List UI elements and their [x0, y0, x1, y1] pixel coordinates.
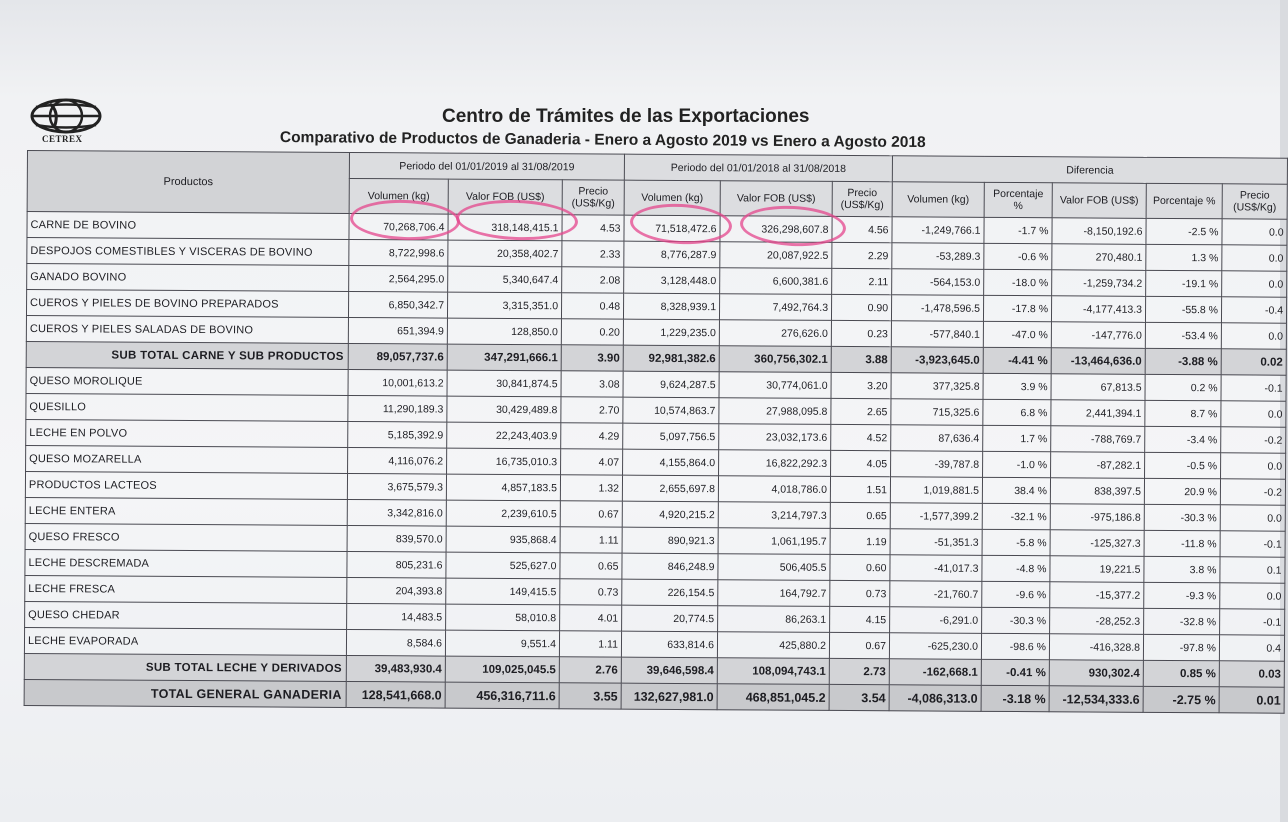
- value-cell: -19.1 %: [1146, 270, 1222, 296]
- value-cell: 0.4: [1219, 635, 1284, 661]
- value-cell: 4,018,786.0: [718, 476, 830, 503]
- value-cell: -13,464,636.0: [1051, 348, 1145, 375]
- value-cell: -8,150,192.6: [1052, 218, 1146, 245]
- value-cell: 58,010.8: [446, 604, 560, 631]
- value-cell: 360,756,302.1: [719, 346, 831, 373]
- value-cell: 2.76: [559, 657, 621, 683]
- value-cell: 1.7 %: [983, 425, 1051, 451]
- value-cell: 20,774.5: [622, 605, 718, 632]
- product-name-cell: LECHE EVAPORADA: [24, 627, 346, 655]
- value-cell: 0.0: [1220, 505, 1285, 531]
- value-cell: 0.48: [561, 293, 623, 319]
- value-cell: -41,017.3: [890, 555, 982, 582]
- value-cell: 27,988,095.8: [719, 398, 831, 425]
- value-cell: 9,624,287.5: [623, 371, 719, 398]
- value-cell: -30.3 %: [982, 607, 1050, 633]
- value-cell: -788,769.7: [1051, 426, 1145, 453]
- value-cell: 2.73: [829, 658, 889, 684]
- value-cell: 204,393.8: [347, 577, 446, 604]
- value-cell: 1,019,881.5: [890, 477, 982, 504]
- value-cell: -32.8 %: [1144, 608, 1220, 634]
- value-cell: 0.60: [830, 554, 890, 580]
- value-cell: 2.33: [562, 241, 624, 267]
- value-cell: 2.29: [832, 242, 892, 268]
- value-cell: 651,394.9: [348, 317, 447, 344]
- value-cell: 715,325.6: [891, 399, 983, 426]
- value-cell: 468,851,045.2: [717, 684, 829, 711]
- value-cell: 92,981,382.6: [623, 345, 719, 372]
- value-cell: 8,584.6: [346, 629, 445, 656]
- value-cell: 39,646,598.4: [621, 657, 717, 684]
- value-cell: 0.90: [831, 294, 891, 320]
- value-cell: 128,850.0: [447, 318, 561, 345]
- header-porcentaje-volumen: Porcentaje %: [984, 182, 1052, 217]
- header-valor-fob-2019: Valor FOB (US$): [448, 179, 562, 215]
- value-cell: 3.55: [559, 683, 621, 709]
- value-cell: -3,923,645.0: [891, 347, 983, 374]
- value-cell: -28,252.3: [1050, 608, 1144, 635]
- value-cell: 805,231.6: [347, 551, 446, 578]
- value-cell: 1.11: [559, 631, 621, 657]
- value-cell: -5.8 %: [982, 529, 1050, 555]
- value-cell: -1.7 %: [984, 217, 1052, 243]
- product-name-cell: QUESO MOROLIQUE: [26, 367, 348, 395]
- product-name-cell: QUESO FRESCO: [25, 523, 347, 551]
- product-name-cell: SUB TOTAL CARNE Y SUB PRODUCTOS: [26, 341, 348, 369]
- value-cell: 0.03: [1219, 661, 1284, 687]
- product-name-cell: LECHE ENTERA: [25, 497, 347, 525]
- value-cell: 108,094,743.1: [717, 658, 829, 685]
- value-cell: 2.08: [562, 267, 624, 293]
- value-cell: 128,541,668.0: [346, 681, 445, 708]
- value-cell: 2.11: [832, 268, 892, 294]
- product-name-cell: QUESO MOZARELLA: [26, 445, 348, 473]
- value-cell: 4.05: [831, 450, 891, 476]
- value-cell: 5,340,647.4: [448, 266, 562, 293]
- header-precio-2018: Precio (US$/Kg): [832, 181, 892, 216]
- value-cell: 20,087,922.5: [720, 242, 832, 269]
- value-cell: 456,316,711.6: [445, 682, 559, 709]
- value-cell: 1.19: [830, 528, 890, 554]
- comparison-table-wrapper: [24, 150, 1287, 714]
- header-precio-2019: Precio (US$/Kg): [562, 180, 624, 215]
- value-cell: 67,813.5: [1051, 374, 1145, 401]
- value-cell: -162,668.1: [889, 659, 981, 686]
- value-cell: 6,850,342.7: [348, 291, 447, 318]
- value-cell: 86,263.1: [718, 606, 830, 633]
- value-cell: 30,429,489.8: [447, 396, 561, 423]
- value-cell: 4.15: [830, 606, 890, 632]
- header-volumen-2019: Volumen (kg): [349, 178, 448, 214]
- value-cell: 846,248.9: [622, 553, 718, 580]
- value-cell: 1,229,235.0: [623, 319, 719, 346]
- header-period-2019: Periodo del 01/01/2019 al 31/08/2019: [349, 152, 624, 180]
- value-cell: 9,551.4: [445, 630, 559, 657]
- value-cell: 0.67: [560, 501, 622, 527]
- value-cell: 2,655,697.8: [622, 475, 718, 502]
- value-cell: 4.52: [831, 424, 891, 450]
- value-cell: 0.0: [1222, 271, 1287, 297]
- value-cell: 20,358,402.7: [448, 240, 562, 267]
- value-cell: 3.54: [829, 684, 889, 710]
- document-title: Centro de Trámites de las Exportaciones: [442, 106, 810, 127]
- value-cell: -30.3 %: [1144, 504, 1220, 530]
- value-cell: -21,760.7: [890, 581, 982, 608]
- value-cell: -2.5 %: [1146, 218, 1222, 244]
- value-cell: -6,291.0: [890, 607, 982, 634]
- product-name-cell: CUEROS Y PIELES DE BOVINO PREPARADOS: [26, 290, 348, 318]
- header-period-2018: Periodo del 01/01/2018 al 31/08/2018: [624, 154, 892, 182]
- value-cell: 4.53: [562, 215, 624, 241]
- value-cell: 5,097,756.5: [623, 423, 719, 450]
- value-cell: 506,405.5: [718, 554, 830, 581]
- value-cell: -577,840.1: [891, 321, 983, 348]
- value-cell: 3.9 %: [983, 373, 1051, 399]
- value-cell: 0.0: [1220, 583, 1285, 609]
- value-cell: -0.1: [1220, 531, 1285, 557]
- value-cell: 8,722,998.6: [349, 239, 448, 266]
- header-precio-diff: Precio (US$/Kg): [1222, 184, 1287, 219]
- value-cell: -4,177,413.3: [1051, 296, 1145, 323]
- product-name-cell: DESPOJOS COMESTIBLES Y VISCERAS DE BOVINO: [27, 238, 349, 266]
- value-cell: 6,600,381.6: [720, 268, 832, 295]
- product-name-cell: PRODUCTOS LACTEOS: [25, 471, 347, 499]
- product-name-cell: LECHE FRESCA: [25, 575, 347, 603]
- value-cell: -1,478,596.5: [891, 295, 983, 322]
- value-cell: -3.4 %: [1145, 426, 1221, 452]
- value-cell: 4,920,215.2: [622, 501, 718, 528]
- value-cell: 3,214,797.3: [718, 502, 830, 529]
- value-cell: -97.8 %: [1143, 634, 1219, 660]
- value-cell: 3,315,351.0: [447, 292, 561, 319]
- value-cell: 149,415.5: [446, 578, 560, 605]
- value-cell: 2.65: [831, 398, 891, 424]
- value-cell: -17.8 %: [983, 295, 1051, 321]
- document-subtitle: Comparativo de Productos de Ganaderia - Enero a Agosto 2019 vs Enero a Agosto 2018: [279, 129, 926, 152]
- value-cell: -0.41 %: [981, 659, 1049, 685]
- value-cell: 3,675,579.3: [347, 473, 446, 500]
- value-cell: 3,128,448.0: [624, 267, 720, 294]
- value-cell: -1.0 %: [983, 451, 1051, 477]
- value-cell: 318,148,415.1: [448, 214, 562, 241]
- header-volumen-diff: Volumen (kg): [892, 182, 984, 218]
- value-cell: 70,268,706.4: [349, 213, 448, 240]
- value-cell: 270,480.1: [1052, 244, 1146, 271]
- value-cell: -1,249,766.1: [892, 217, 984, 244]
- value-cell: 4,857,183.5: [446, 474, 560, 501]
- value-cell: 4,116,076.2: [348, 447, 447, 474]
- value-cell: 425,880.2: [717, 632, 829, 659]
- value-cell: 4.01: [560, 605, 622, 631]
- value-cell: 0.73: [560, 579, 622, 605]
- value-cell: -147,776.0: [1051, 322, 1145, 349]
- header-productos: Productos: [27, 151, 349, 214]
- value-cell: -125,327.3: [1050, 530, 1144, 557]
- value-cell: 2,564,295.0: [349, 265, 448, 292]
- value-cell: 0.0: [1221, 323, 1286, 349]
- value-cell: 0.73: [830, 580, 890, 606]
- value-cell: 16,822,292.3: [719, 450, 831, 477]
- value-cell: 0.2 %: [1145, 374, 1221, 400]
- value-cell: 839,570.0: [347, 525, 446, 552]
- value-cell: 347,291,666.1: [447, 344, 561, 371]
- value-cell: 3,342,816.0: [347, 499, 446, 526]
- value-cell: -975,186.8: [1050, 504, 1144, 531]
- value-cell: 0.0: [1222, 245, 1287, 271]
- product-name-cell: QUESO CHEDAR: [25, 601, 347, 629]
- value-cell: 4.56: [832, 216, 892, 242]
- value-cell: 87,636.4: [891, 425, 983, 452]
- value-cell: -0.6 %: [984, 243, 1052, 269]
- value-cell: 0.65: [560, 553, 622, 579]
- value-cell: 226,154.5: [622, 579, 718, 606]
- value-cell: -0.1: [1220, 609, 1285, 635]
- product-name-cell: LECHE DESCREMADA: [25, 549, 347, 577]
- value-cell: 8,776,287.9: [624, 241, 720, 268]
- value-cell: 1.3 %: [1146, 244, 1222, 270]
- value-cell: -4.8 %: [982, 555, 1050, 581]
- value-cell: -15,377.2: [1050, 582, 1144, 609]
- value-cell: -51,351.3: [890, 529, 982, 556]
- value-cell: -0.1: [1221, 375, 1286, 401]
- value-cell: -4.41 %: [983, 347, 1051, 373]
- value-cell: 8.7 %: [1145, 400, 1221, 426]
- value-cell: 935,868.4: [446, 526, 560, 553]
- value-cell: 3.90: [561, 345, 623, 371]
- value-cell: 11,290,189.3: [348, 395, 447, 422]
- value-cell: 14,483.5: [347, 603, 446, 630]
- product-name-cell: LECHE EN POLVO: [26, 419, 348, 447]
- value-cell: 89,057,737.6: [348, 343, 447, 370]
- comparison-table: [24, 150, 1288, 714]
- header-volumen-2018: Volumen (kg): [624, 180, 720, 216]
- header-valor-fob-2018: Valor FOB (US$): [720, 181, 832, 217]
- value-cell: 3.20: [831, 372, 891, 398]
- value-cell: 38.4 %: [982, 477, 1050, 503]
- value-cell: 6.8 %: [983, 399, 1051, 425]
- header-porcentaje-valor: Porcentaje %: [1146, 183, 1222, 218]
- value-cell: 0.65: [830, 502, 890, 528]
- table-body: [24, 212, 1287, 714]
- value-cell: 0.67: [829, 632, 889, 658]
- value-cell: 8,328,939.1: [623, 293, 719, 320]
- value-cell: 525,627.0: [446, 552, 560, 579]
- value-cell: -11.8 %: [1144, 530, 1220, 556]
- value-cell: -98.6 %: [981, 633, 1049, 659]
- value-cell: 1.32: [560, 475, 622, 501]
- value-cell: 377,325.8: [891, 373, 983, 400]
- value-cell: 276,626.0: [719, 320, 831, 347]
- value-cell: -32.1 %: [982, 503, 1050, 529]
- value-cell: -1,259,734.2: [1052, 270, 1146, 297]
- value-cell: 2,239,610.5: [446, 500, 560, 527]
- value-cell: 0.01: [1219, 687, 1284, 713]
- value-cell: 0.23: [831, 320, 891, 346]
- product-name-cell: GANADO BOVINO: [27, 264, 349, 292]
- product-name-cell: SUB TOTAL LECHE Y DERIVADOS: [24, 653, 346, 681]
- value-cell: -12,534,333.6: [1049, 686, 1143, 713]
- value-cell: -39,787.8: [891, 451, 983, 478]
- header-valor-fob-diff: Valor FOB (US$): [1052, 183, 1146, 219]
- value-cell: 16,735,010.3: [447, 448, 561, 475]
- value-cell: 0.0: [1221, 401, 1286, 427]
- value-cell: -2.75 %: [1143, 686, 1219, 712]
- value-cell: 30,841,874.5: [447, 370, 561, 397]
- value-cell: -87,282.1: [1051, 452, 1145, 479]
- value-cell: 890,921.3: [622, 527, 718, 554]
- product-name-cell: TOTAL GENERAL GANADERIA: [24, 679, 346, 707]
- value-cell: -55.8 %: [1145, 296, 1221, 322]
- value-cell: 0.02: [1221, 349, 1286, 375]
- value-cell: 10,574,863.7: [623, 397, 719, 424]
- value-cell: 4,155,864.0: [623, 449, 719, 476]
- value-cell: -3.18 %: [981, 685, 1049, 711]
- value-cell: 30,774,061.0: [719, 372, 831, 399]
- value-cell: -0.5 %: [1145, 452, 1221, 478]
- value-cell: -3.88 %: [1145, 348, 1221, 374]
- value-cell: 1.11: [560, 527, 622, 553]
- product-name-cell: CUEROS Y PIELES SALADAS DE BOVINO: [26, 315, 348, 343]
- value-cell: 4.07: [561, 449, 623, 475]
- value-cell: 132,627,981.0: [621, 683, 717, 710]
- value-cell: -4,086,313.0: [889, 685, 981, 712]
- value-cell: -0.2: [1221, 427, 1286, 453]
- value-cell: 3.08: [561, 371, 623, 397]
- value-cell: -9.6 %: [982, 581, 1050, 607]
- product-name-cell: QUESILLO: [26, 393, 348, 421]
- value-cell: 930,302.4: [1049, 660, 1143, 687]
- value-cell: -47.0 %: [983, 321, 1051, 347]
- value-cell: 3.8 %: [1144, 556, 1220, 582]
- value-cell: -0.4: [1221, 297, 1286, 323]
- value-cell: -416,328.8: [1049, 634, 1143, 661]
- value-cell: 3.88: [831, 346, 891, 372]
- value-cell: 20.9 %: [1144, 478, 1220, 504]
- value-cell: 7,492,764.3: [719, 294, 831, 321]
- value-cell: -0.2: [1220, 479, 1285, 505]
- value-cell: 10,001,613.2: [348, 369, 447, 396]
- value-cell: -53.4 %: [1145, 322, 1221, 348]
- value-cell: 23,032,173.6: [719, 424, 831, 451]
- value-cell: 0.85 %: [1143, 660, 1219, 686]
- value-cell: -9.3 %: [1144, 582, 1220, 608]
- value-cell: 0.1: [1220, 557, 1285, 583]
- value-cell: 0.0: [1221, 453, 1286, 479]
- value-cell: 2,441,394.1: [1051, 400, 1145, 427]
- value-cell: 1.51: [830, 476, 890, 502]
- value-cell: 19,221.5: [1050, 556, 1144, 583]
- product-name-cell: CARNE DE BOVINO: [27, 212, 349, 240]
- value-cell: -564,153.0: [892, 269, 984, 296]
- logo-text: CETREX: [42, 134, 83, 144]
- value-cell: 0.20: [561, 319, 623, 345]
- value-cell: -53,289.3: [892, 243, 984, 270]
- value-cell: 0.0: [1222, 219, 1287, 245]
- value-cell: 39,483,930.4: [346, 655, 445, 682]
- value-cell: 838,397.5: [1050, 478, 1144, 505]
- value-cell: -625,230.0: [889, 633, 981, 660]
- value-cell: 5,185,392.9: [348, 421, 447, 448]
- value-cell: -1,577,399.2: [890, 503, 982, 530]
- value-cell: 633,814.6: [621, 631, 717, 658]
- value-cell: 326,298,607.8: [720, 216, 832, 243]
- value-cell: 4.29: [561, 423, 623, 449]
- value-cell: 71,518,472.6: [624, 215, 720, 242]
- header-diferencia: Diferencia: [892, 156, 1287, 184]
- value-cell: 164,792.7: [718, 580, 830, 607]
- value-cell: 2.70: [561, 397, 623, 423]
- value-cell: 22,243,403.9: [447, 422, 561, 449]
- value-cell: -18.0 %: [984, 269, 1052, 295]
- value-cell: 109,025,045.5: [445, 656, 559, 683]
- value-cell: 1,061,195.7: [718, 528, 830, 555]
